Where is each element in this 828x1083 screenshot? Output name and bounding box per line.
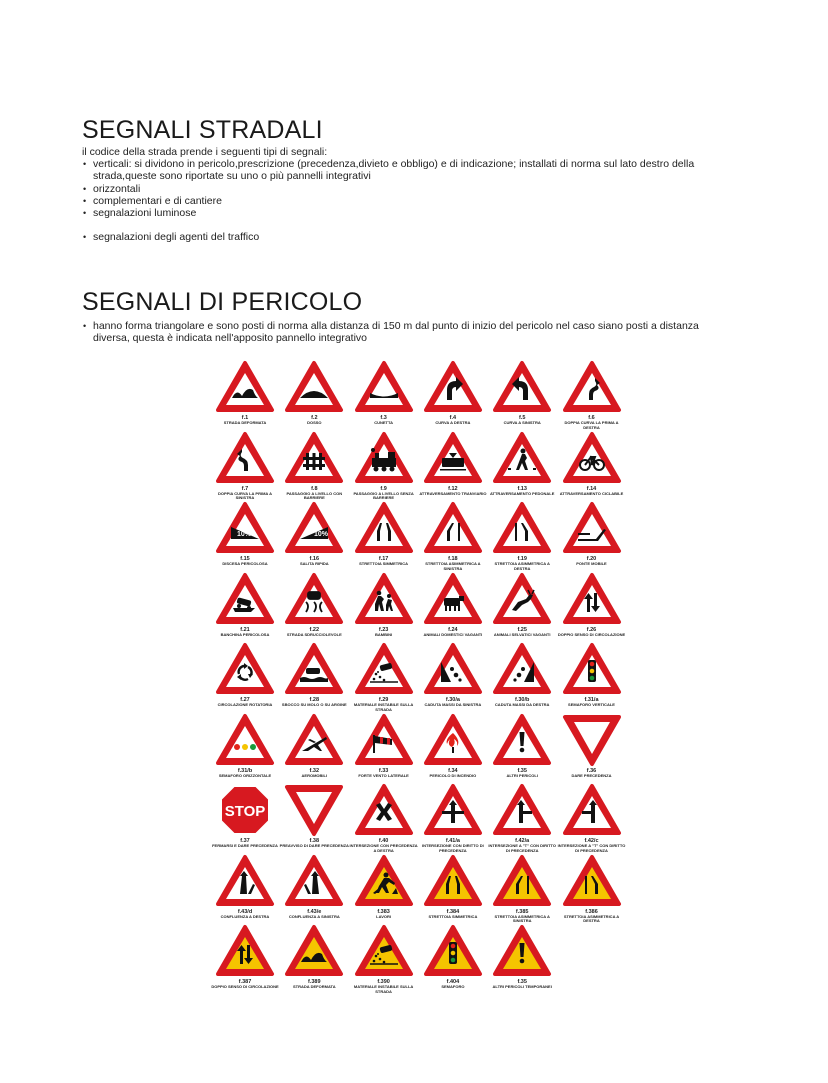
sign-label: SEMAFORO ORIZZONTALE bbox=[218, 772, 272, 778]
sign-caption bbox=[210, 909, 280, 920]
sign-label: INTERSEZIONE A "T" CON DIRITTO DI PRECEDENZA bbox=[488, 843, 557, 853]
hump-icon bbox=[284, 360, 344, 414]
quay-icon bbox=[284, 642, 344, 696]
road-sign bbox=[210, 501, 280, 573]
sign-code: f.27 bbox=[240, 697, 250, 703]
section-title-segnali-di-pericolo: SEGNALI DI PERICOLO bbox=[82, 288, 363, 316]
svg-text:10%: 10% bbox=[314, 531, 329, 538]
sign-caption bbox=[418, 838, 488, 853]
road-sign bbox=[279, 501, 349, 573]
road-sign bbox=[487, 642, 557, 714]
road-sign bbox=[279, 713, 349, 785]
sign-label: MATERIALE INSTABILE SULLA STRADA bbox=[353, 702, 414, 712]
traffic-light-horizontal-icon bbox=[215, 713, 275, 767]
road-sign bbox=[349, 924, 419, 996]
sign-label: INTERSEZIONE CON DIRITTO DI PRECEDENZA bbox=[422, 843, 484, 853]
sign-label: DOPPIO SENSO DI CIRCOLAZIONE bbox=[557, 631, 626, 637]
sign-code: f.37 bbox=[240, 838, 250, 844]
double-curve-left-icon bbox=[215, 431, 275, 485]
sign-code: f.5 bbox=[518, 415, 526, 421]
road-sign bbox=[487, 783, 557, 855]
sign-code: f.30/b bbox=[515, 697, 530, 703]
sign-caption bbox=[349, 979, 419, 994]
sign-label: CURVA A DESTRA bbox=[435, 420, 471, 425]
road-sign bbox=[279, 642, 349, 714]
sign-caption bbox=[210, 415, 280, 426]
slippery-icon bbox=[284, 572, 344, 626]
sign-code: f.34 bbox=[448, 767, 458, 774]
sign-code: f.22 bbox=[309, 626, 320, 633]
bicycle-icon bbox=[562, 431, 622, 485]
road-sign bbox=[487, 713, 557, 785]
sign-caption bbox=[418, 979, 488, 990]
sign-label: SEMAFORO VERTICALE bbox=[568, 702, 615, 707]
loose-gravel-icon bbox=[354, 924, 414, 978]
double-curve-right-icon bbox=[562, 360, 622, 414]
stop-icon bbox=[215, 783, 275, 837]
sign-caption bbox=[279, 838, 349, 849]
sign-caption bbox=[210, 979, 280, 990]
sign-code: f.385 bbox=[515, 908, 529, 915]
curve-left-icon bbox=[492, 360, 552, 414]
sign-caption bbox=[279, 697, 349, 708]
narrow-right-icon bbox=[562, 854, 622, 908]
sign-code: f.23 bbox=[378, 626, 389, 633]
exclamation-icon bbox=[492, 924, 552, 978]
sign-label: ATTRAVERSAMENTO TRANVIARIO bbox=[419, 490, 487, 496]
sign-code: f.30/a bbox=[445, 697, 460, 703]
list-item: • segnalazioni luminose bbox=[82, 207, 733, 219]
sign-caption bbox=[487, 768, 557, 779]
road-sign bbox=[210, 642, 280, 714]
list-item: • hanno forma triangolare e sono posti di norma alla distanza di 150 m dal punto di inizio del pericolo nel caso siano posti a distanza diversa, questa è indicata nell'apposito pannello integrativo bbox=[82, 320, 733, 345]
sign-caption bbox=[487, 697, 557, 708]
sign-caption bbox=[279, 486, 349, 501]
sign-label: PONTE MOBILE bbox=[576, 561, 607, 566]
sign-caption bbox=[487, 627, 557, 638]
sign-caption bbox=[557, 838, 627, 853]
sign-label: ANIMALI SELVATICI VAGANTI bbox=[493, 631, 551, 637]
sign-label: CONFLUENZA A DESTRA bbox=[220, 913, 270, 919]
sign-label: MATERIALE INSTABILE SULLA STRADA bbox=[353, 984, 414, 994]
sign-code: f.35 bbox=[517, 767, 527, 774]
sign-code: f.38 bbox=[309, 838, 320, 844]
traffic-light-vertical-icon bbox=[423, 924, 483, 978]
sign-code: f.2 bbox=[311, 415, 318, 421]
road-sign bbox=[210, 854, 280, 926]
road-sign bbox=[349, 642, 419, 714]
list-item: • verticali: si dividono in pericolo,prescrizione (precedenza,divieto e obbligo) e di indicazione; installati di norma sul lato destro della strada,queste sono riportate su uno o più pannelli integrativi bbox=[82, 158, 733, 183]
sign-caption bbox=[279, 556, 349, 567]
sign-caption bbox=[418, 768, 488, 779]
sign-label: DISCESA PERICOLOSA bbox=[222, 561, 268, 566]
sign-code: f.32 bbox=[309, 767, 320, 774]
sign-code: f.15 bbox=[240, 556, 250, 562]
sign-caption bbox=[279, 415, 349, 426]
sign-caption bbox=[418, 909, 488, 920]
sign-code: f.24 bbox=[448, 626, 458, 633]
sign-caption bbox=[210, 697, 280, 708]
sign-label: CURVA A SINISTRA bbox=[503, 420, 541, 425]
sign-label: STRADA SDRUCCIOLEVOLE bbox=[286, 631, 342, 637]
barrier-crossing-icon bbox=[284, 431, 344, 485]
road-sign bbox=[557, 713, 627, 785]
sign-caption bbox=[210, 768, 280, 779]
sign-code: f.28 bbox=[309, 697, 320, 703]
sign-label: STRADA DEFORMATA bbox=[223, 420, 267, 425]
sign-code: f.26 bbox=[586, 626, 597, 633]
sign-label: AEROMOBILI bbox=[301, 772, 328, 778]
sign-code: f.383 bbox=[377, 908, 390, 915]
sign-code: f.42/c bbox=[584, 838, 599, 844]
road-sign bbox=[487, 360, 557, 432]
bump-road-icon bbox=[215, 360, 275, 414]
sign-code: f.6 bbox=[588, 415, 595, 421]
sign-code: f.3 bbox=[380, 415, 387, 421]
sign-label: PASSAGGIO A LIVELLO CON BARRIERE bbox=[286, 490, 343, 501]
sign-label: STRETTOIA SIMMETRICA bbox=[428, 913, 478, 919]
sign-caption bbox=[349, 909, 419, 920]
sign-label: PERICOLO DI INCENDIO bbox=[429, 772, 477, 778]
road-sign bbox=[487, 854, 557, 926]
sign-label: STRETTOIA ASIMMETRICA A DESTRA bbox=[494, 561, 550, 571]
falling-rocks-left-icon bbox=[423, 642, 483, 696]
sign-label: CUNETTA bbox=[374, 420, 393, 425]
road-sign bbox=[418, 572, 488, 644]
sign-label: FORTE VENTO LATERALE bbox=[358, 772, 409, 778]
road-sign bbox=[557, 431, 627, 503]
sign-caption bbox=[487, 909, 557, 924]
sign-label: BAMBINI bbox=[375, 631, 393, 637]
road-sign bbox=[349, 713, 419, 785]
sign-code: f.20 bbox=[586, 556, 597, 562]
sign-code: f.33 bbox=[378, 767, 389, 774]
sign-caption bbox=[349, 838, 419, 853]
sign-caption bbox=[487, 979, 557, 990]
narrow-right-icon bbox=[492, 501, 552, 555]
sign-code: f.31/a bbox=[584, 697, 599, 703]
sign-caption bbox=[487, 556, 557, 571]
sign-code: f.42/a bbox=[515, 838, 530, 844]
sign-code: f.14 bbox=[586, 485, 597, 492]
two-way-icon bbox=[562, 572, 622, 626]
traffic-light-vertical-icon bbox=[562, 642, 622, 696]
road-sign bbox=[210, 431, 280, 503]
sign-label: FERMARSI E DARE PRECEDENZA bbox=[212, 843, 278, 848]
sign-code: f.29 bbox=[378, 697, 389, 703]
sign-label: DARE PRECEDENZA bbox=[571, 772, 612, 778]
road-sign bbox=[210, 572, 280, 644]
road-sign bbox=[487, 431, 557, 503]
sign-label: STRADA DEFORMATA bbox=[293, 984, 336, 989]
road-sign bbox=[349, 501, 419, 573]
sign-code: f.1 bbox=[241, 415, 249, 421]
sign-code: f.8 bbox=[311, 485, 318, 492]
sign-code: f.389 bbox=[308, 979, 321, 985]
sign-code: f.7 bbox=[241, 485, 249, 492]
merge-right-icon bbox=[215, 854, 275, 908]
sign-code: f.13 bbox=[517, 485, 527, 492]
train-icon bbox=[354, 431, 414, 485]
sign-code: f.404 bbox=[446, 979, 460, 985]
section-intro: il codice della strada prende i seguenti tipi di segnali: bbox=[82, 146, 328, 158]
road-sign bbox=[210, 360, 280, 432]
road-sign bbox=[418, 783, 488, 855]
road-sign bbox=[557, 360, 627, 432]
sign-caption bbox=[210, 556, 280, 567]
sign-label: STRETTOIA SIMMETRICA bbox=[359, 561, 409, 566]
sign-label: CIRCOLAZIONE ROTATORIA bbox=[217, 702, 273, 707]
soft-verge-icon bbox=[215, 572, 275, 626]
sign-label: INTERSEZIONE CON PRECEDENZA A DESTRA bbox=[349, 843, 418, 853]
sign-caption bbox=[418, 697, 488, 708]
tram-icon bbox=[423, 431, 483, 485]
road-sign bbox=[210, 783, 280, 855]
sign-code: f.43/e bbox=[307, 908, 322, 915]
windsock-icon bbox=[354, 713, 414, 767]
stop-text: STOP bbox=[224, 803, 266, 820]
sign-code: f.21 bbox=[240, 626, 250, 633]
danger-signs-description bbox=[82, 320, 733, 345]
sign-code: f.9 bbox=[380, 485, 387, 492]
road-sign bbox=[349, 783, 419, 855]
sign-label: SBOCCO SU MOLO O SU ARGINE bbox=[281, 702, 347, 707]
list-item: • segnalazioni degli agenti del traffico bbox=[82, 231, 733, 243]
inverted-icon bbox=[284, 783, 344, 837]
sign-code: f.40 bbox=[378, 838, 389, 844]
sign-caption bbox=[487, 415, 557, 426]
sign-caption bbox=[349, 697, 419, 712]
road-sign bbox=[418, 854, 488, 926]
sign-label: CADUTA MASSI DA DESTRA bbox=[494, 702, 550, 707]
sign-caption bbox=[487, 838, 557, 853]
narrow-left-icon bbox=[423, 501, 483, 555]
children-icon bbox=[354, 572, 414, 626]
road-sign bbox=[487, 572, 557, 644]
sign-label: STRETTOIA ASIMMETRICA A DESTRA bbox=[563, 913, 620, 924]
sign-label: DOPPIA CURVA LA PRIMA A DESTRA bbox=[564, 420, 619, 430]
sign-code: f.384 bbox=[446, 908, 460, 915]
road-sign bbox=[349, 360, 419, 432]
sign-label: CADUTA MASSI DA SINISTRA bbox=[424, 702, 482, 707]
dip-icon bbox=[354, 360, 414, 414]
sign-code: f.387 bbox=[238, 979, 252, 985]
sign-code: f.386 bbox=[585, 908, 598, 915]
road-sign bbox=[349, 854, 419, 926]
road-sign bbox=[557, 501, 627, 573]
road-sign bbox=[487, 924, 557, 996]
road-sign bbox=[210, 713, 280, 785]
sign-caption bbox=[349, 627, 419, 638]
sign-caption bbox=[418, 486, 488, 497]
sign-caption bbox=[210, 627, 280, 638]
sign-code: f.43/d bbox=[237, 908, 253, 915]
priority-t-left-icon bbox=[562, 783, 622, 837]
sign-code: f.19 bbox=[517, 556, 527, 562]
pedestrian-icon bbox=[492, 431, 552, 485]
sign-code: f.25 bbox=[517, 626, 527, 633]
sign-caption bbox=[557, 909, 627, 924]
sign-label: ATTRAVERSAMENTO PEDONALE bbox=[489, 490, 555, 496]
loose-gravel-icon bbox=[354, 642, 414, 696]
inverted-icon bbox=[562, 713, 622, 767]
sign-code: f.18 bbox=[448, 556, 458, 562]
road-sign bbox=[557, 642, 627, 714]
roundabout-icon bbox=[215, 642, 275, 696]
sign-label: STRETTOIA ASIMMETRICA A SINISTRA bbox=[494, 913, 550, 924]
danger-signs-grid bbox=[210, 360, 626, 1000]
sign-caption bbox=[557, 486, 627, 497]
sign-label: INTERSEZIONE A "T" CON DIRITTO DI PRECEDENZA bbox=[557, 843, 626, 853]
road-sign bbox=[349, 431, 419, 503]
road-sign bbox=[487, 501, 557, 573]
sign-label: STRETTOIA ASIMMETRICA A SINISTRA bbox=[425, 561, 481, 571]
sign-caption bbox=[418, 415, 488, 426]
sign-code: f.390 bbox=[377, 979, 390, 985]
sign-label: DOPPIO SENSO DI CIRCOLAZIONE bbox=[211, 984, 279, 989]
ascent-icon bbox=[284, 501, 344, 555]
sign-label: SEMAFORO bbox=[441, 984, 465, 989]
two-way-icon bbox=[215, 924, 275, 978]
sign-code: f.12 bbox=[448, 485, 458, 492]
bump-road-icon bbox=[284, 924, 344, 978]
sign-caption bbox=[418, 556, 488, 571]
sign-caption bbox=[349, 415, 419, 426]
fire-icon bbox=[423, 713, 483, 767]
road-sign bbox=[279, 431, 349, 503]
road-sign bbox=[279, 783, 349, 855]
sign-caption bbox=[487, 486, 557, 497]
falling-rocks-right-icon bbox=[492, 642, 552, 696]
roadworks-icon bbox=[354, 854, 414, 908]
sign-caption bbox=[210, 838, 280, 849]
road-sign bbox=[418, 642, 488, 714]
priority-t-right-icon bbox=[492, 783, 552, 837]
list-item: • complementari e di cantiere bbox=[82, 195, 733, 207]
sign-caption bbox=[349, 768, 419, 779]
sign-caption bbox=[557, 415, 627, 430]
sign-caption bbox=[279, 627, 349, 638]
sign-caption bbox=[349, 556, 419, 567]
road-sign bbox=[418, 713, 488, 785]
descent-icon bbox=[215, 501, 275, 555]
road-sign bbox=[418, 501, 488, 573]
airplane-icon bbox=[284, 713, 344, 767]
sign-caption bbox=[418, 627, 488, 638]
sign-label: LAVORI bbox=[376, 913, 391, 919]
narrow-both-icon bbox=[354, 501, 414, 555]
cross-x-icon bbox=[354, 783, 414, 837]
sign-caption bbox=[279, 909, 349, 920]
svg-text:10%: 10% bbox=[237, 531, 252, 538]
sign-label: SALITA RIPIDA bbox=[299, 561, 329, 566]
merge-left-icon bbox=[284, 854, 344, 908]
road-sign bbox=[279, 924, 349, 996]
sign-caption bbox=[557, 556, 627, 567]
sign-label: DOPPIA CURVA LA PRIMA A SINISTRA bbox=[217, 490, 272, 501]
signal-types-list bbox=[82, 158, 733, 244]
exclamation-icon bbox=[492, 713, 552, 767]
sign-code: f.17 bbox=[378, 556, 389, 562]
road-sign bbox=[279, 572, 349, 644]
sign-label: DOSSO bbox=[307, 420, 322, 425]
road-sign bbox=[418, 924, 488, 996]
sign-caption bbox=[210, 486, 280, 501]
narrow-left-icon bbox=[492, 854, 552, 908]
deer-icon bbox=[492, 572, 552, 626]
road-sign bbox=[418, 360, 488, 432]
sign-caption bbox=[557, 768, 627, 779]
narrow-both-icon bbox=[423, 854, 483, 908]
sign-code: f.35 bbox=[517, 979, 527, 985]
sign-caption bbox=[349, 486, 419, 501]
sign-caption bbox=[557, 627, 627, 638]
curve-right-icon bbox=[423, 360, 483, 414]
sign-label: CONFLUENZA A SINISTRA bbox=[288, 913, 340, 919]
sign-caption bbox=[557, 697, 627, 708]
sign-caption bbox=[279, 979, 349, 990]
sign-code: f.41/a bbox=[445, 838, 460, 844]
sign-label: ANIMALI DOMESTICI VAGANTI bbox=[423, 631, 483, 637]
cow-icon bbox=[423, 572, 483, 626]
road-sign bbox=[557, 572, 627, 644]
road-sign bbox=[557, 783, 627, 855]
sign-label: BANCHINA PERICOLOSA bbox=[220, 631, 270, 637]
road-sign bbox=[557, 854, 627, 926]
road-sign bbox=[279, 854, 349, 926]
sign-label: ATTRAVERSAMENTO CICLABILE bbox=[559, 490, 624, 496]
section-title-segnali-stradali: SEGNALI STRADALI bbox=[82, 116, 323, 144]
priority-cross-icon bbox=[423, 783, 483, 837]
sign-label: PASSAGGIO A LIVELLO SENZA BARRIERE bbox=[353, 490, 414, 501]
sign-code: f.31/b bbox=[237, 767, 253, 774]
sign-code: f.16 bbox=[309, 556, 320, 562]
road-sign bbox=[210, 924, 280, 996]
sign-label: ALTRI PERICOLI TEMPORANEI bbox=[492, 984, 552, 989]
sign-label: ALTRI PERICOLI bbox=[506, 772, 538, 778]
list-item: • orizzontali bbox=[82, 183, 733, 195]
road-sign bbox=[418, 431, 488, 503]
sign-label: PREAVVISO DI DARE PRECEDENZA bbox=[279, 843, 349, 848]
sign-caption bbox=[279, 768, 349, 779]
drawbridge-icon bbox=[562, 501, 622, 555]
sign-code: f.4 bbox=[449, 415, 457, 421]
road-sign bbox=[279, 360, 349, 432]
sign-code: f.36 bbox=[586, 767, 597, 774]
road-sign bbox=[349, 572, 419, 644]
